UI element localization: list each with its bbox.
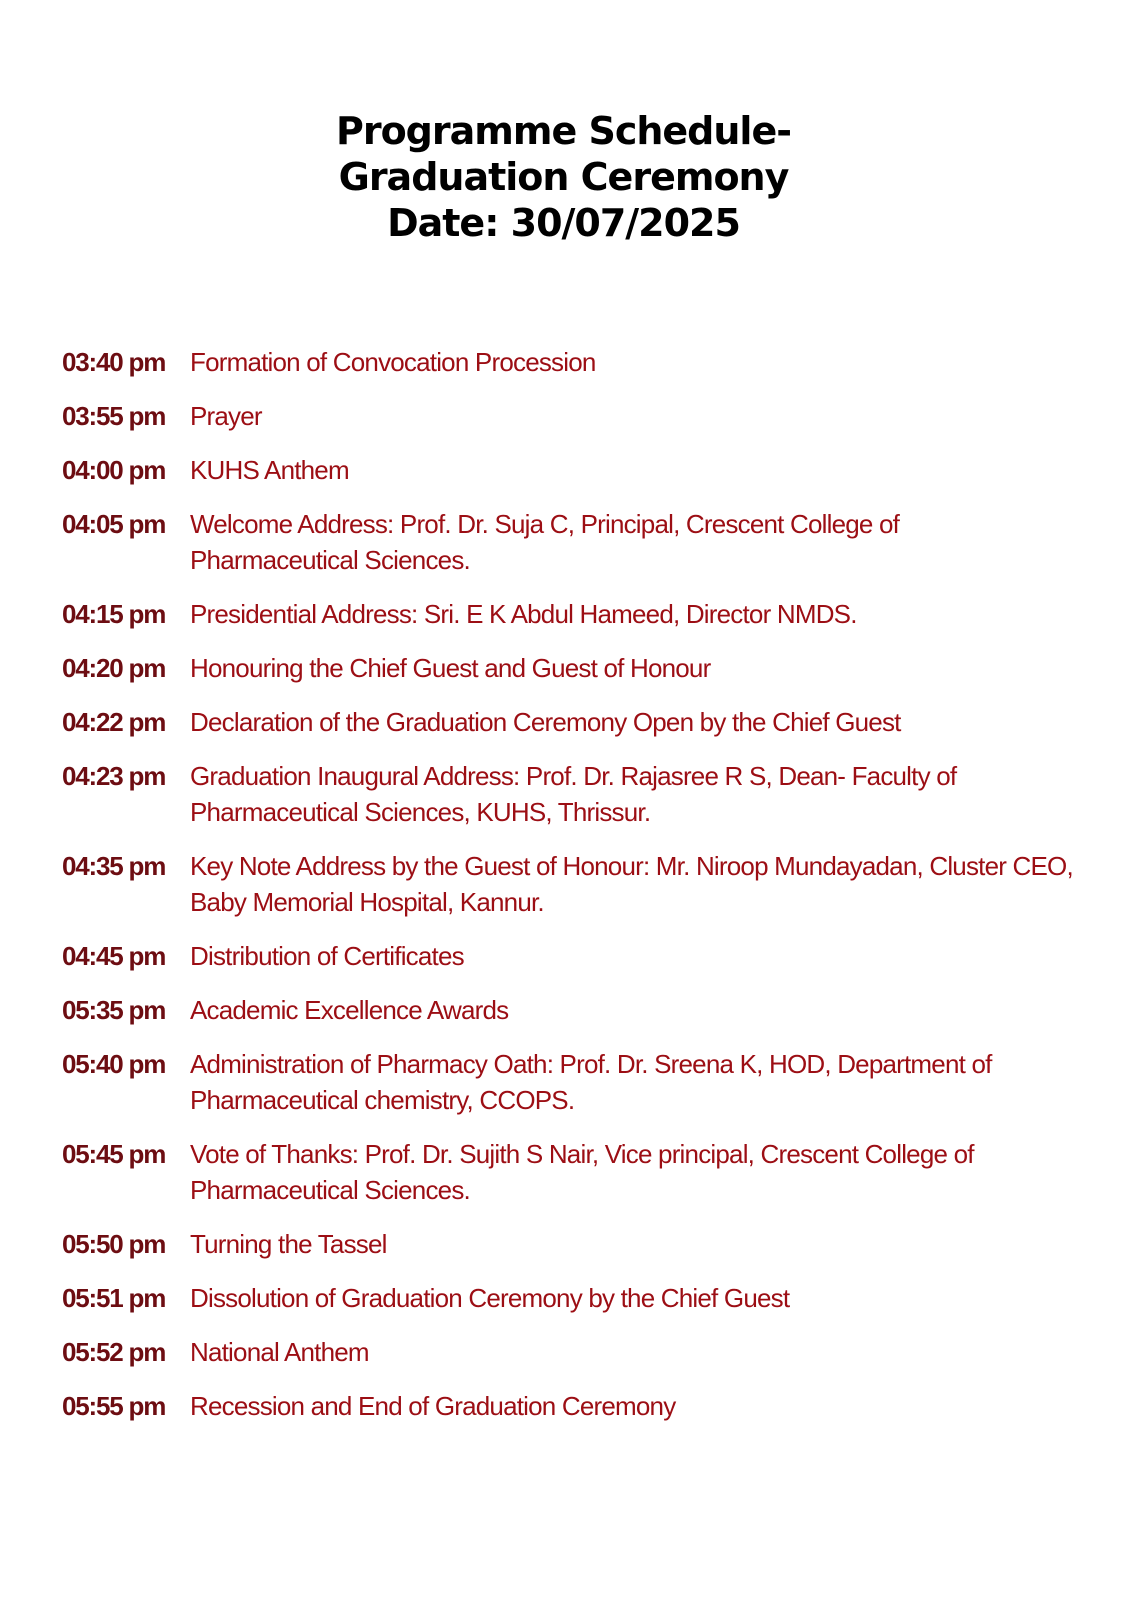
- schedule-event: [190, 1046, 1112, 1118]
- schedule-event: [190, 992, 1112, 1028]
- schedule-event-line: Pharmaceutical Sciences.: [190, 1175, 470, 1205]
- schedule-event-line: National Anthem: [190, 1337, 369, 1367]
- schedule-time: 04:35 pm: [62, 851, 166, 881]
- schedule-time: 05:45 pm: [62, 1139, 166, 1169]
- schedule-time: 03:55 pm: [62, 401, 166, 431]
- title-line-3: Date: 30/07/2025: [387, 201, 740, 245]
- schedule-time: 05:55 pm: [62, 1391, 166, 1421]
- schedule-row: [62, 452, 1112, 488]
- schedule-event-line: Distribution of Certificates: [190, 941, 464, 971]
- schedule-time: 05:51 pm: [62, 1283, 166, 1313]
- schedule-time: 04:20 pm: [62, 653, 166, 683]
- schedule-event-line: Graduation Inaugural Address: Prof. Dr. Rajasree R S, Dean- Faculty of: [190, 761, 957, 791]
- schedule-row: [62, 1226, 1112, 1262]
- schedule-row: [62, 758, 1112, 830]
- schedule-event-line: Academic Excellence Awards: [190, 995, 509, 1025]
- schedule-event-line: Prayer: [190, 401, 262, 431]
- schedule-event: [190, 938, 1112, 974]
- schedule-event: [190, 1280, 1112, 1316]
- schedule-event: [190, 848, 1112, 920]
- schedule-time: 04:00 pm: [62, 455, 166, 485]
- schedule-event-line: Declaration of the Graduation Ceremony Open by the Chief Guest: [190, 707, 901, 737]
- title-line-1: Programme Schedule-: [335, 109, 792, 153]
- schedule-row: [62, 650, 1112, 686]
- schedule-event: [190, 596, 1112, 632]
- schedule-row: [62, 1046, 1112, 1118]
- schedule-list: [62, 344, 1112, 1442]
- schedule-event-line: KUHS Anthem: [190, 455, 349, 485]
- schedule-event: [190, 506, 1112, 578]
- schedule-event: [190, 650, 1112, 686]
- title-line-2: Graduation Ceremony: [338, 155, 789, 199]
- schedule-event-line: Vote of Thanks: Prof. Dr. Sujith S Nair, Vice principal, Crescent College of: [190, 1139, 974, 1169]
- schedule-row: [62, 938, 1112, 974]
- schedule-event: [190, 398, 1112, 434]
- schedule-row: [62, 1388, 1112, 1424]
- schedule-event: [190, 1226, 1112, 1262]
- schedule-event: [190, 1388, 1112, 1424]
- schedule-time: 03:40 pm: [62, 347, 166, 377]
- schedule-time: 04:22 pm: [62, 707, 166, 737]
- schedule-row: [62, 506, 1112, 578]
- schedule-event: [190, 452, 1112, 488]
- schedule-row: [62, 344, 1112, 380]
- schedule-time: 05:35 pm: [62, 995, 166, 1025]
- schedule-row: [62, 1334, 1112, 1370]
- schedule-time: 05:50 pm: [62, 1229, 166, 1259]
- schedule-time: 04:23 pm: [62, 761, 166, 791]
- schedule-event-line: Pharmaceutical chemistry, CCOPS.: [190, 1085, 575, 1115]
- schedule-row: [62, 704, 1112, 740]
- schedule-time: 04:05 pm: [62, 509, 166, 539]
- schedule-event-line: Turning the Tassel: [190, 1229, 387, 1259]
- schedule-event-line: Administration of Pharmacy Oath: Prof. Dr. Sreena K, HOD, Department of: [190, 1049, 992, 1079]
- schedule-event-line: Baby Memorial Hospital, Kannur.: [190, 887, 544, 917]
- schedule-row: [62, 848, 1112, 920]
- schedule-time: 04:45 pm: [62, 941, 166, 971]
- schedule-event-line: Pharmaceutical Sciences, KUHS, Thrissur.: [190, 797, 651, 827]
- schedule-time: 05:40 pm: [62, 1049, 166, 1079]
- schedule-event-line: Honouring the Chief Guest and Guest of Honour: [190, 653, 711, 683]
- schedule-event: [190, 1136, 1112, 1208]
- schedule-row: [62, 1280, 1112, 1316]
- schedule-time: 04:15 pm: [62, 599, 166, 629]
- schedule-time: 05:52 pm: [62, 1337, 166, 1367]
- schedule-event-line: Key Note Address by the Guest of Honour: Mr. Niroop Mundayadan, Cluster CEO,: [190, 851, 1073, 881]
- schedule-event-line: Dissolution of Graduation Ceremony by the Chief Guest: [190, 1283, 790, 1313]
- schedule-event-line: Welcome Address: Prof. Dr. Suja C, Principal, Crescent College of: [190, 509, 900, 539]
- schedule-row: [62, 398, 1112, 434]
- schedule-row: [62, 992, 1112, 1028]
- schedule-event: [190, 758, 1112, 830]
- schedule-event-line: Recession and End of Graduation Ceremony: [190, 1391, 676, 1421]
- schedule-event-line: Presidential Address: Sri. E K Abdul Hameed, Director NMDS.: [190, 599, 857, 629]
- schedule-event-line: Pharmaceutical Sciences.: [190, 545, 470, 575]
- schedule-row: [62, 596, 1112, 632]
- schedule-event-line: Formation of Convocation Procession: [190, 347, 596, 377]
- schedule-event: [190, 1334, 1112, 1370]
- schedule-row: [62, 1136, 1112, 1208]
- schedule-event: [190, 704, 1112, 740]
- document-title: [0, 108, 1127, 246]
- schedule-event: [190, 344, 1112, 380]
